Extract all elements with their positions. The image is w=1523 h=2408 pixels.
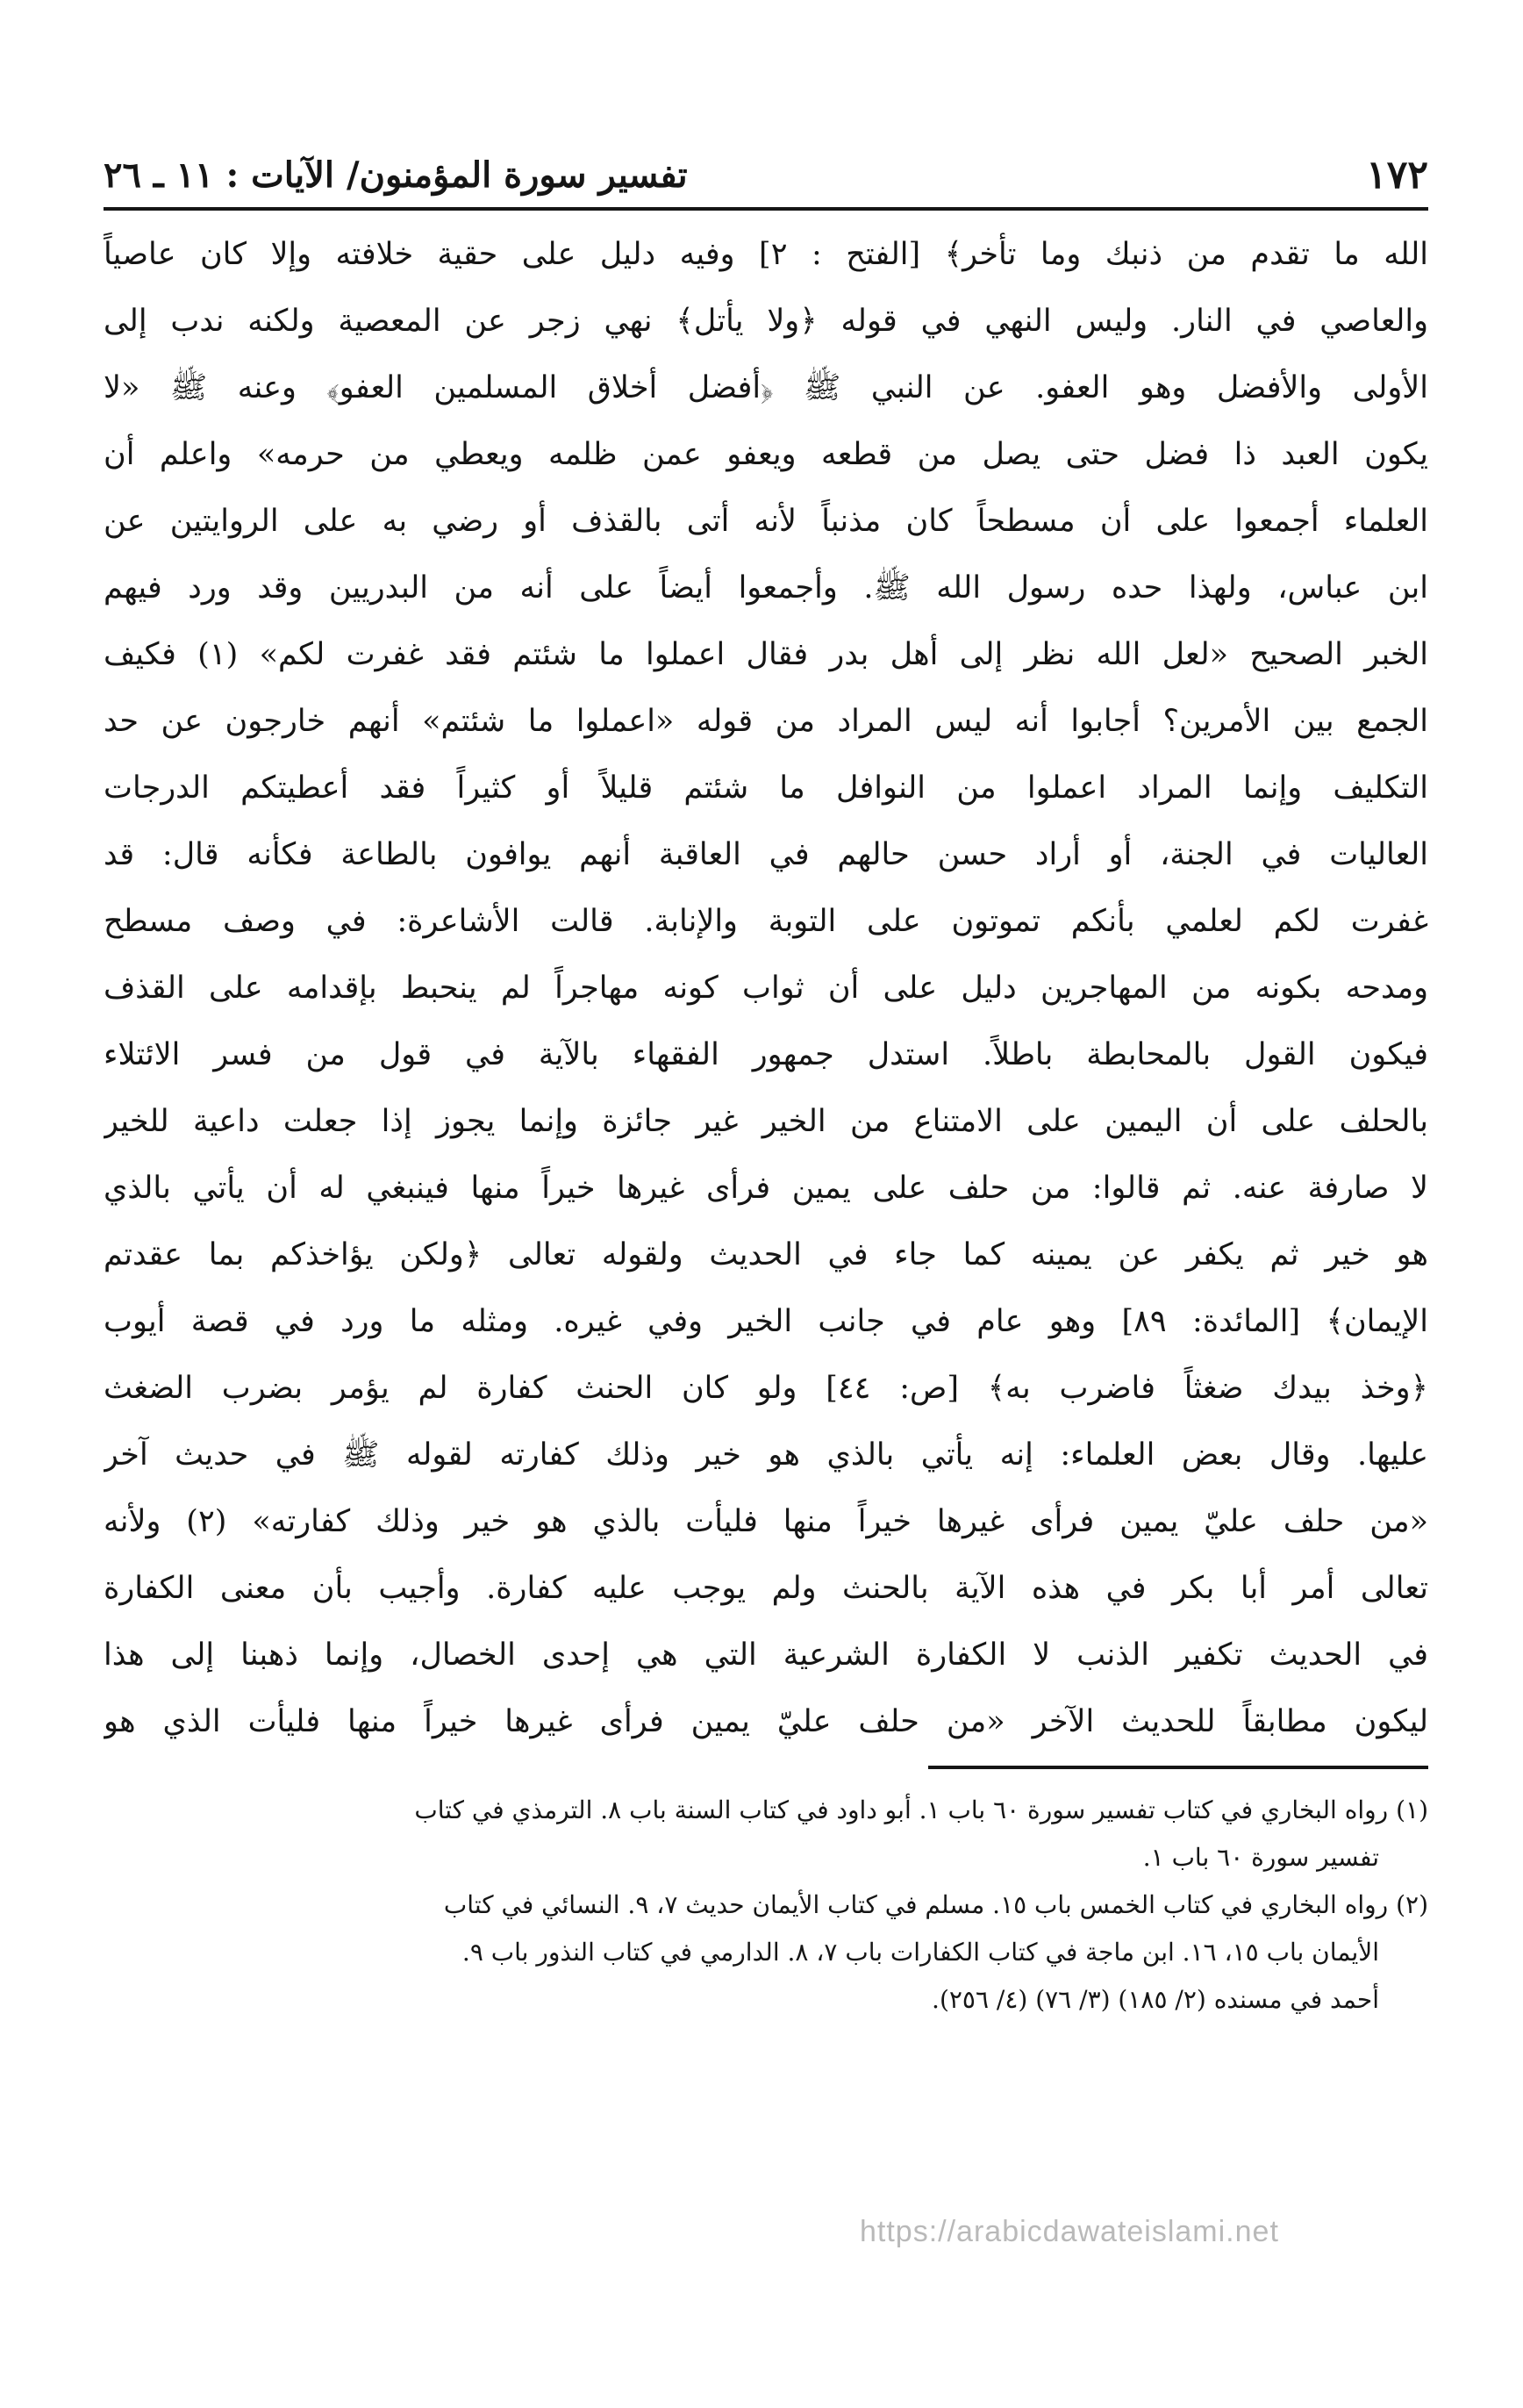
text-line: لا صارفة عنه. ثم قالوا: من حلف على يمين فرأى غيرها خيراً منها فينبغي له أن يأتي بالذي	[104, 1171, 1428, 1206]
text-line: التكليف وإنما المراد اعملوا من النوافل ما شئتم قليلاً أو كثيراً فقد أعطيتكم الدرجات	[104, 770, 1428, 806]
footnote-2-continued: أحمد في مسنده (٢/ ١٨٥) (٣/ ٧٦) (٤/ ٢٥٦).	[932, 1985, 1379, 2014]
text-line: ﴿وخذ بيدك ضغثاً فاضرب به﴾ [ص: ٤٤] ولو كان الحنث كفارة لم يؤمر بضرب الضغث	[104, 1371, 1428, 1406]
text-line: الخبر الصحيح «لعل الله نظر إلى أهل بدر فقال اعملوا ما شئتم فقد غفرت لكم» (١) فكيف	[104, 637, 1428, 672]
text-line: يكون العبد ذا فضل حتى يصل من قطعه ويعفو عمن ظلمه ويعطي من حرمه» واعلم أن	[104, 437, 1428, 472]
text-line: في الحديث تكفير الذنب لا الكفارة الشرعية التي هي إحدى الخصال، وإنما ذهبنا إلى هذا	[104, 1638, 1428, 1673]
running-title: تفسير سورة المؤمنون/ الآيات : ١١ ـ ٢٦	[104, 154, 688, 196]
text-line: الله ما تقدم من ذنبك وما تأخر﴾ [الفتح : ٢] وفيه دليل على حقية خلافته وإلا كان عاصياً	[104, 237, 1428, 272]
footnote-2: (٢) رواه البخاري في كتاب الخمس باب ١٥. مسلم في كتاب الأيمان حديث ٧، ٩. النسائي في كتاب	[443, 1890, 1428, 1919]
page-header	[104, 149, 1428, 202]
text-line: الجمع بين الأمرين؟ أجابوا أنه ليس المراد من قوله «اعملوا ما شئتم» أنهم خارجون عن حد	[104, 704, 1428, 739]
footnotes	[104, 1787, 1428, 2024]
text-line: ومدحه بكونه من المهاجرين دليل على أن ثواب كونه مهاجراً لم ينحبط بإقدامه على القذف	[104, 971, 1428, 1006]
watermark-url: https://arabicdawateislami.net	[860, 2215, 1279, 2248]
text-line: بالحلف على أن اليمين على الامتناع من الخير غير جائزة وإنما يجوز إذا جعلت داعية للخير	[104, 1104, 1428, 1139]
text-line: والعاصي في النار. وليس النهي في قوله ﴿ولا يأتل﴾ نهي زجر عن المعصية ولكنه ندب إلى	[104, 304, 1428, 339]
text-line: الأولى والأفضل وهو العفو. عن النبي ﷺ ﴿أفضل أخلاق المسلمين العفو﴾ وعنه ﷺ «لا	[104, 370, 1428, 405]
text-line: ليكون مطابقاً للحديث الآخر «من حلف عليّ يمين فرأى غيرها خيراً منها فليأت الذي هو	[104, 1704, 1428, 1739]
footnote-1-continued: تفسير سورة ٦٠ باب ١.	[1142, 1843, 1379, 1872]
text-line: غفرت لكم لعلمي بأنكم تموتون على التوبة والإنابة. قالت الأشاعرة: في وصف مسطح	[104, 904, 1428, 939]
text-line: «من حلف عليّ يمين فرأى غيرها خيراً منها فليأت بالذي هو خير وذلك كفارته» (٢) ولأنه	[104, 1504, 1428, 1539]
footnote-1: (١) رواه البخاري في كتاب تفسير سورة ٦٠ باب ١. أبو داود في كتاب السنة باب ٨. الترمذي في كتاب	[414, 1795, 1428, 1824]
text-line: الإيمان﴾ [المائدة: ٨٩] وهو عام في جانب الخير وفي غيره. ومثله ما ورد في قصة أيوب	[104, 1304, 1428, 1339]
footnote-divider	[928, 1766, 1428, 1769]
main-text	[104, 221, 1428, 1755]
text-line: العاليات في الجنة، أو أراد حسن حالهم في العاقبة أنهم يوافون بالطاعة فكأنه قال: قد	[104, 837, 1428, 872]
text-line: هو خير ثم يكفر عن يمينه كما جاء في الحديث ولقوله تعالى ﴿ولكن يؤاخذكم بما عقدتم	[104, 1237, 1428, 1272]
footnote-2-continued: الأيمان باب ١٥، ١٦. ابن ماجة في كتاب الكفارات باب ٧، ٨. الدارمي في كتاب النذور باب ٩.	[461, 1938, 1379, 1967]
text-line: ابن عباس، ولهذا حده رسول الله ﷺ. وأجمعوا أيضاً على أنه من البدريين وقد ورد فيهم	[104, 570, 1428, 606]
header-divider	[104, 207, 1428, 211]
text-line: عليها. وقال بعض العلماء: إنه يأتي بالذي هو خير وذلك كفارته لقوله ﷺ في حديث آخر	[104, 1437, 1428, 1473]
text-line: فيكون القول بالمحابطة باطلاً. استدل جمهور الفقهاء بالآية في قول من فسر الائتلاء	[104, 1037, 1428, 1072]
text-line: تعالى أمر أبا بكر في هذه الآية بالحنث ولم يوجب عليه كفارة. وأجيب بأن معنى الكفارة	[104, 1571, 1428, 1606]
page-number: ١٧٢	[1366, 153, 1428, 197]
text-line: العلماء أجمعوا على أن مسطحاً كان مذنباً لأنه أتى بالقذف أو رضي به على الروايتين عن	[104, 504, 1428, 539]
